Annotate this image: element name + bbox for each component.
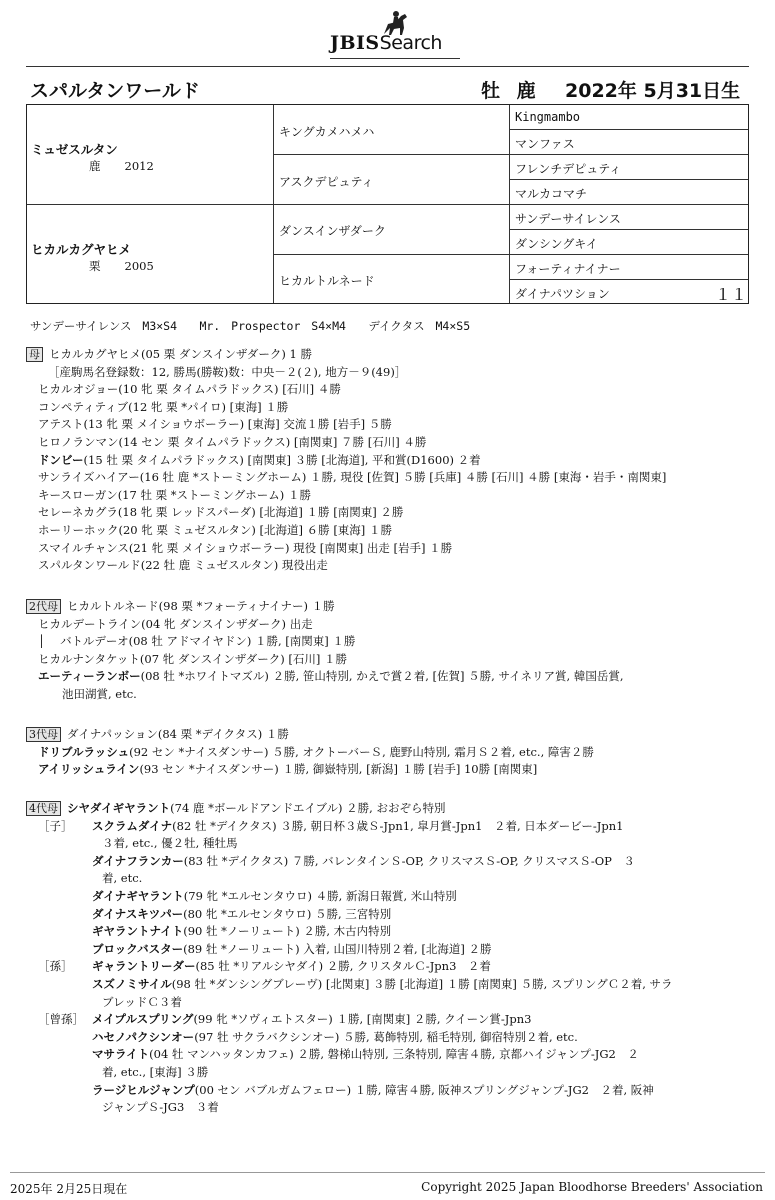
dam-section (26, 346, 666, 575)
horse-name: スパルタンワールド (30, 80, 200, 102)
pedigree-line-text: ジャンプＳ-JG3 ３着 (102, 1100, 219, 1115)
pedigree-line (26, 800, 673, 818)
pedigree-line (26, 522, 666, 540)
pedigree-line-text: 着, etc. (102, 871, 143, 886)
generation-tag: 2代母 (26, 599, 61, 614)
pedigree-line (26, 994, 673, 1012)
pedigree-line (26, 726, 594, 744)
dds: フォーティナイナー (515, 262, 621, 276)
pedigree-line-text: ダイナスキツパー(80 牝 *エルセンタウロ) ５勝, 三宮特別 (92, 906, 392, 921)
pedigree-line (26, 761, 594, 779)
dam-dam: ヒカルトルネード (279, 274, 375, 288)
jbis-logo (330, 8, 460, 56)
dsd: ダンシングキイ (515, 237, 598, 251)
logo-brand: JBIS (330, 32, 380, 54)
pedigree-line-text: シヤダイギヤラント(74 鹿 *ボールドアンドエイブル) ２勝, おおぞら特別 (67, 801, 446, 815)
pedigree-line (26, 686, 624, 704)
pedigree-line-text: アテスト(13 牝 栗 メイショウボーラー) [東海] 交流１勝 [岩手] ５勝 (38, 417, 392, 432)
pedigree-line (26, 668, 624, 686)
pedigree-line-text: スマイルチャンス(21 牝 栗 メイショウボーラー) 現役 [南関東] 出走 [岩手] １勝 (38, 540, 453, 555)
dam-name: ヒカルカグヤヒメ (31, 242, 132, 257)
sire-dam: アスクデピュティ (279, 175, 374, 189)
sdd: マルカコマチ (515, 187, 588, 201)
pedigree-line (26, 1046, 673, 1064)
header-divider (26, 66, 749, 67)
pedigree-line (26, 399, 666, 417)
pedigree-line (26, 452, 666, 470)
sire-sire: キングカメハメハ (279, 125, 375, 139)
pedigree-line-text: ダイナフランカー(83 牡 *デイクタス) ７勝, バレンタインＳ-OP, クリスマスＳ-OP, クリスマスＳ-OP ３ (92, 853, 635, 868)
pedigree-line-text: ブロックバスター(89 牡 *ノーリュート) 入着, 山国川特別２着, [北海道] ２勝 (92, 941, 492, 956)
pedigree-line (26, 381, 666, 399)
sds: フレンチデピュティ (515, 162, 622, 176)
generation-tag: 母 (26, 347, 43, 362)
pedigree-line-text: スパルタンワールド(22 牡 鹿 ミュゼスルタン) 現役出走 (38, 558, 328, 573)
pedigree-line-text: エーティーランボー(08 牡 *ホワイトマズル) ２勝, 笹山特別, かえで賞２着, [佐賀] ５勝, サイネリア賞, 韓国岳賞, (38, 669, 624, 684)
pedigree-line-text: メイプルスプリング(99 牝 *ソヴィエトスター) １勝, [南関東] ２勝, クイーン賞-Jpn3 (92, 1012, 532, 1027)
pedigree-line (26, 941, 673, 959)
pedigree-line (26, 504, 666, 522)
pedigree-line-text: ヒカルカグヤヒメ(05 栗 ダンスインザダーク) 1 勝 (49, 347, 313, 361)
pedigree-table (26, 104, 749, 304)
second-dam-section (26, 598, 624, 704)
pedigree-line-text: ヒカルトルネード(98 栗 *フォーティナイナー) １勝 (67, 599, 335, 613)
sss: Kingmambo (515, 110, 581, 124)
logo-underline (330, 58, 460, 59)
pedigree-line-text: ハセノパクシンオー(97 牡 サクラバクシンオー) ５勝, 葛飾特別, 稲毛特別, 御宿特別２着, etc. (92, 1029, 578, 1044)
dam-year: 2005 (124, 259, 154, 273)
pedigree-line (26, 1099, 673, 1117)
pedigree-line (26, 540, 666, 558)
pedigree-line-text: スズノミサイル(98 牡 *ダンシングブレーヴ) [北関東] ３勝 [北海道] １勝 [南関東] ５勝, スプリングＣ２着, サラ (92, 976, 673, 991)
pedigree-line-text: 着, etc., [東海] ３勝 (102, 1064, 209, 1079)
relation-label: ［曾孫］ (38, 1012, 84, 1027)
relation-label: ［子］ (38, 818, 73, 833)
pedigree-line (26, 818, 673, 836)
sire-name: ミュゼスルタン (31, 142, 118, 157)
pedigree-line (26, 835, 673, 853)
pedigree-line (26, 1029, 673, 1047)
pedigree-line (26, 744, 594, 762)
pedigree-line (26, 598, 624, 616)
pedigree-line (26, 958, 673, 976)
pedigree-line-text: ３着, etc., 優２牡, 種牡馬 (102, 836, 238, 851)
horse-sex-color: 牡 鹿 (481, 80, 536, 102)
pedigree-line-text: コンペティティブ(12 牝 栗 *パイロ) [東海] １勝 (38, 399, 289, 414)
pedigree-line-text: マサライト(04 牡 マンハッタンカフェ) ２勝, 磐梯山特別, 三条特別, 障害４勝, 京都ハイジャンプ-JG2 ２ (92, 1047, 639, 1062)
pedigree-line (26, 651, 624, 669)
pedigree-line-text: 池田湖賞, etc. (62, 686, 137, 701)
pedigree-line (26, 469, 666, 487)
ddd: ダイナパツション (515, 287, 610, 301)
pedigree-line-text: ヒカルオジョー(10 牝 栗 タイムパラドックス) [石川] ４勝 (38, 382, 341, 397)
fourth-dam-section (26, 800, 673, 1117)
pedigree-line-text: ラージヒルジャンプ(00 セン バブルガムフェロー) １勝, 障害４勝, 阪神スプリングジャンプ-JG2 ２着, 阪神 (92, 1082, 654, 1097)
dam-color: 栗 (89, 259, 101, 273)
logo-suffix: Search (379, 32, 442, 54)
pedigree-line-text: ギヤラントナイト(90 牡 *ノーリュート) ２勝, 木古内特別 (92, 924, 392, 939)
footer-date: 2025年 2月25日現在 (10, 1182, 128, 1196)
dam-cell (31, 240, 154, 274)
horse-birthdate: 2022年 5月31日生 (565, 80, 741, 102)
pedigree-line-text: ［産駒馬名登録数：12, 勝馬(勝鞍)数：中央－２(２), 地方－９(49)］ (48, 364, 407, 379)
generation-tag: 3代母 (26, 727, 61, 742)
pedigree-line (26, 976, 673, 994)
relation-label: ［孫］ (38, 959, 73, 974)
pedigree-line (26, 346, 666, 364)
pedigree-line (26, 1011, 673, 1029)
sire-cell (31, 140, 154, 174)
pedigree-line-text: ブレッドＣ３着 (102, 994, 182, 1009)
pedigree-line (26, 616, 624, 634)
pedigree-line-text: ドリブルラッシュ(92 セン *ナイスダンサー) ５勝, オクトーバーＳ, 鹿野山特別, 霜月Ｓ２着, etc., 障害２勝 (38, 744, 594, 759)
sire-color: 鹿 (89, 159, 101, 173)
pedigree-line-text: ギャラントリーダー(85 牡 *リアルシヤダイ) ２勝, クリスタルＣ-Jpn3 ２着 (92, 959, 491, 974)
pedigree-line (26, 906, 673, 924)
footer-copyright: Copyright 2025 Japan Bloodhorse Breeders' Association (421, 1180, 763, 1194)
pedigree-line-text: サンライズハイアー(16 牡 鹿 *ストーミングホーム) １勝, 現役 [佐賀] ５勝 [兵庫] ４勝 [石川] ４勝 [東海・岩手・南関東] (38, 470, 667, 485)
pedigree-line (26, 1082, 673, 1100)
pedigree-line (26, 923, 673, 941)
pedigree-line (26, 416, 666, 434)
ssd: マンファス (515, 137, 575, 151)
footer-divider (10, 1172, 765, 1173)
pedigree-line-text: ダイナパッション(84 栗 *デイクタス) １勝 (67, 727, 289, 741)
pedigree-line-text: アイリッシュライン(93 セン *ナイスダンサー) １勝, 御嶽特別, [新潟] １勝 [岩手] 10勝 [南関東] (38, 762, 538, 777)
pedigree-line (26, 870, 673, 888)
pedigree-line (26, 434, 666, 452)
pedigree-line (26, 888, 673, 906)
pedigree-line (26, 1064, 673, 1082)
sire-year: 2012 (124, 159, 154, 173)
inbreeding-line: サンデーサイレンス M3×S4 Mr. Prospector S4×M4 デイクタス M4×S5 (30, 319, 471, 333)
pedigree-line-text: ホーリーホック(20 牝 栗 ミュゼスルタン) [北海道] ６勝 [東海] １勝 (38, 522, 392, 537)
pedigree-line (26, 364, 666, 382)
generation-tag: 4代母 (26, 801, 61, 816)
pedigree-line-text: キースローガン(17 牡 栗 *ストーミングホーム) １勝 (38, 487, 311, 502)
dss: サンデーサイレンス (515, 212, 621, 226)
pedigree-line-text: ヒカルナンタケット(07 牝 ダンスインザダーク) [石川] １勝 (38, 651, 348, 666)
dam-sire: ダンスインザダーク (279, 224, 386, 238)
third-dam-section (26, 726, 594, 779)
pedigree-line-text: セレーネカグラ(18 牝 栗 レッドスパーダ) [北海道] １勝 [南関東] ２勝 (38, 505, 404, 520)
pedigree-line-text: │ バトルデーオ(08 牡 アドマイヤドン) １勝, [南関東] １勝 (38, 634, 356, 649)
pedigree-line-text: スクラムダイナ(82 牡 *デイクタス) ３勝, 朝日杯３歳Ｓ-Jpn1, 皐月賞-Jpn1 ２着, 日本ダービー-Jpn1 (92, 818, 624, 833)
pedigree-line-text: ヒカルデートライン(04 牝 ダンスインザダーク) 出走 (38, 616, 313, 631)
pedigree-mark: １１ (715, 285, 748, 304)
pedigree-line-text: ヒロノランマン(14 セン 栗 タイムパラドックス) [南関東] ７勝 [石川] ４勝 (38, 434, 427, 449)
pedigree-line-text: ドンビー(15 牡 栗 タイムパラドックス) [南関東] ３勝 [北海道], 平和賞(D1600) ２着 (38, 452, 481, 467)
pedigree-line (26, 487, 666, 505)
pedigree-line (26, 853, 673, 871)
pedigree-line (26, 557, 666, 575)
pedigree-line (26, 633, 624, 651)
pedigree-line-text: ダイナギヤラント(79 牝 *エルセンタウロ) ４勝, 新潟日報賞, 米山特別 (92, 888, 457, 903)
